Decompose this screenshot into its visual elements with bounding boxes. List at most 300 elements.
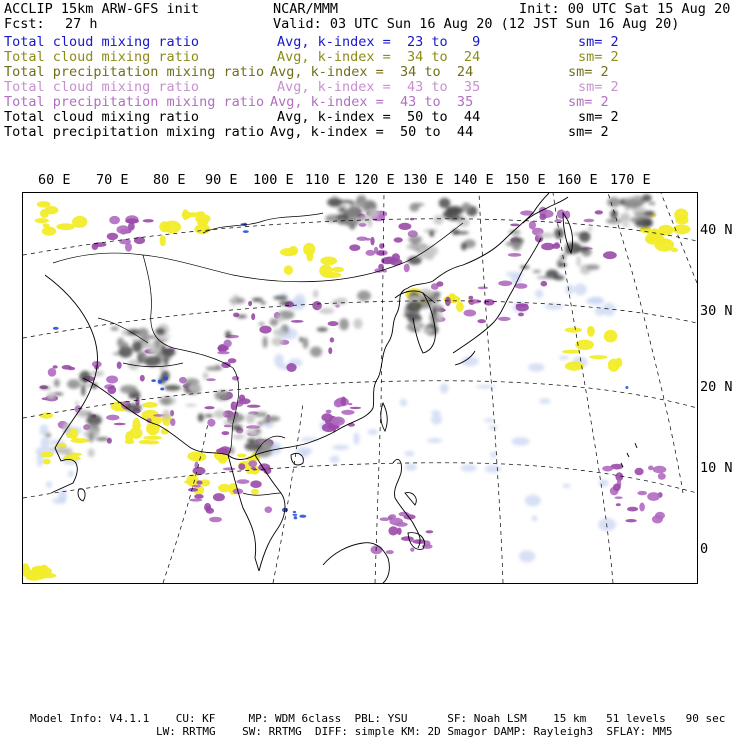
valid-time: Valid: 03 UTC Sun 16 Aug 20 (12 JST Sun 16 Aug 20) (273, 16, 680, 32)
yellow-blob (658, 225, 673, 236)
purple-blob (398, 223, 411, 230)
purple-blob (259, 326, 271, 334)
blue-light-blob (485, 465, 501, 472)
yellow-blob (72, 216, 87, 228)
purple-blob (194, 494, 204, 499)
blue-light-blob (476, 385, 496, 389)
purple-blob (436, 281, 443, 286)
purple-blob (616, 503, 621, 506)
gray-blob (406, 244, 423, 250)
lon-label: 70 E (96, 172, 129, 188)
gray-blob (339, 208, 346, 212)
gray-blob (366, 212, 372, 215)
purple-blob (615, 496, 623, 499)
yellow-blob (237, 454, 247, 458)
purple-blob (356, 237, 367, 241)
gray-blob (75, 401, 79, 406)
gray-blob (51, 447, 68, 452)
gray-blob (261, 302, 267, 305)
blue-light-blob (330, 456, 340, 463)
purple-blob (552, 243, 560, 249)
model-info-line-1: Model Info: V4.1.1 CU: KF MP: WDM 6class PBL: YSU SF: Noah LSM 15 km 51 levels 90 sec (30, 712, 726, 725)
purple-blob (478, 287, 489, 290)
lat-label: 20 N (700, 379, 733, 395)
gray-blob (271, 337, 283, 346)
gray-blob (620, 213, 631, 223)
purple-blob (140, 375, 145, 382)
purple-blob (371, 545, 383, 554)
purple-blob (221, 362, 230, 368)
gray-blob (214, 410, 226, 419)
gray-blob (247, 438, 257, 442)
gray-blob (258, 421, 263, 427)
field-desc-4: Avg, k-index = 43 to 35 (277, 79, 481, 95)
purple-blob (325, 420, 331, 424)
purple-blob (389, 514, 396, 518)
gray-blob (277, 315, 284, 322)
purple-blob (238, 463, 245, 470)
gray-blob (233, 434, 245, 439)
blue-blob (299, 515, 306, 518)
yellow-blob (284, 265, 293, 275)
field-desc-7: Avg, k-index = 50 to 44 (270, 124, 474, 140)
purple-blob (251, 467, 256, 470)
purple-blob (348, 423, 355, 427)
purple-blob (189, 499, 202, 502)
blue-light-blob (332, 445, 349, 450)
lon-label: 150 E (505, 172, 546, 188)
gray-blob (461, 242, 467, 250)
purple-blob (625, 519, 636, 522)
yellow-blob (43, 459, 51, 465)
purple-blob (647, 492, 660, 501)
blue-light-blob (53, 498, 67, 504)
gray-blob (336, 298, 348, 305)
gray-blob (225, 331, 231, 338)
gray-blob (338, 218, 345, 223)
purple-blob (335, 418, 340, 424)
gray-blob (81, 385, 85, 397)
yellow-blob (26, 575, 43, 581)
blue-blob (163, 376, 168, 380)
yellow-blob (589, 355, 607, 359)
purple-blob (250, 480, 261, 488)
purple-blob (53, 365, 58, 368)
blue-blob (158, 380, 162, 384)
yellow-blob (319, 265, 332, 278)
purple-blob (508, 253, 522, 257)
field-name-1: Total cloud mixing ratio (4, 34, 200, 50)
blue-light-blob (565, 284, 574, 295)
yellow-blob (218, 457, 227, 464)
gray-blob (558, 263, 567, 268)
gray-blob (406, 301, 422, 312)
purple-blob (348, 403, 352, 405)
org-label: NCAR/MMM (273, 1, 339, 17)
blue-light-blob (405, 463, 417, 471)
blue-light-blob (519, 550, 535, 562)
gray-blob (233, 295, 240, 297)
purple-blob (366, 250, 376, 256)
purple-blob (291, 320, 304, 323)
lon-label: 80 E (153, 172, 186, 188)
blue-blob (294, 516, 298, 519)
gray-blob (254, 412, 268, 417)
blue-light-blob (484, 418, 495, 422)
gray-blob (46, 392, 55, 400)
gray-blob (357, 291, 371, 302)
lon-label: 60 E (38, 172, 71, 188)
blue-light-blob (301, 451, 309, 457)
gray-blob (579, 231, 591, 242)
gray-blob (215, 390, 231, 400)
blue-light-blob (68, 470, 75, 477)
purple-blob (658, 473, 666, 480)
purple-blob (326, 410, 332, 414)
gray-blob (343, 219, 359, 227)
gray-blob (88, 448, 95, 457)
model-info-line-2: LW: RRTMG SW: RRTMG DIFF: simple KM: 2D Smagor DAMP: Rayleigh3 SFLAY: MM5 (156, 725, 673, 738)
field-sm-5: sm= 2 (568, 94, 609, 110)
purple-blob (464, 310, 477, 317)
yellow-blob (163, 221, 181, 234)
purple-blob (498, 281, 512, 287)
yellow-blob (674, 209, 688, 222)
field-name-2: Total cloud mixing ratio (4, 49, 200, 65)
lon-label: 160 E (557, 172, 598, 188)
purple-blob (328, 321, 339, 326)
blue-light-blob (559, 356, 569, 360)
purple-blob (209, 517, 222, 523)
yellow-blob (56, 223, 75, 230)
field-desc-3: Avg, k-index = 34 to 24 (270, 64, 474, 80)
field-desc-1: Avg, k-index = 23 to 9 (277, 34, 481, 50)
purple-blob (529, 221, 536, 230)
lon-label: 110 E (305, 172, 346, 188)
yellow-blob (42, 227, 56, 236)
blue-blob (243, 230, 249, 233)
gray-blob (279, 301, 291, 305)
fcst-label: Fcst: (4, 16, 45, 32)
purple-blob (341, 410, 354, 415)
purple-blob (477, 319, 486, 323)
purple-blob (192, 485, 201, 488)
blue-light-blob (598, 479, 608, 487)
map-canvas (23, 193, 697, 583)
purple-blob (539, 214, 546, 220)
yellow-blob (182, 209, 188, 220)
blue-light-blob (562, 484, 570, 488)
purple-blob (312, 301, 322, 310)
purple-blob (107, 233, 118, 240)
gray-blob (537, 233, 555, 238)
lon-label: 170 E (610, 172, 651, 188)
purple-blob (121, 231, 126, 234)
purple-blob (468, 296, 473, 300)
yellow-blob (149, 423, 156, 435)
blue-light-blob (46, 481, 52, 488)
gray-blob (586, 264, 600, 270)
yellow-blob (565, 362, 584, 371)
yellow-blob (145, 440, 159, 444)
gray-blob (357, 195, 366, 202)
gray-cloud-field (40, 194, 656, 457)
yellow-blob (44, 206, 58, 214)
purple-blob (380, 517, 391, 521)
purple-blob (627, 507, 638, 512)
gray-blob (264, 416, 280, 422)
purple-blob (426, 530, 434, 533)
purple-blob (228, 358, 237, 363)
blue-light-blob (461, 464, 477, 472)
gray-blob (346, 207, 358, 218)
blue-blob (293, 514, 298, 516)
yellow-blob (320, 256, 337, 265)
purple-blob (170, 418, 175, 426)
blue-light-blob (41, 437, 50, 448)
gray-blob (622, 224, 630, 227)
gray-blob (45, 433, 51, 437)
gray-blob (537, 276, 555, 279)
gray-blob (577, 256, 581, 267)
gray-blob (273, 329, 285, 336)
purple-blob (404, 264, 410, 273)
purple-blob (518, 313, 524, 317)
yellow-blob (143, 436, 162, 440)
gray-blob (164, 385, 181, 391)
purple-blob (223, 467, 236, 470)
blue-light-blob (353, 432, 359, 445)
purple-blob (350, 407, 362, 409)
gray-blob (120, 385, 137, 394)
blue-light-blob (574, 284, 587, 296)
purple-blob (106, 415, 119, 421)
field-name-7: Total precipitation mixing ratio (4, 124, 265, 140)
fcst-value: 27 h (65, 16, 98, 32)
gray-blob (553, 275, 564, 280)
gray-blob (123, 342, 129, 348)
field-sm-2: sm= 2 (578, 49, 619, 65)
blue-light-blob (274, 354, 284, 367)
gray-blob (606, 219, 622, 224)
field-desc-6: Avg, k-index = 50 to 44 (277, 109, 481, 125)
gray-blob (164, 357, 168, 367)
lat-label: 0 (700, 541, 709, 557)
model-title: ACCLIP 15km ARW-GFS init (4, 1, 200, 17)
purple-blob (193, 467, 206, 475)
purple-blob (106, 376, 118, 384)
yellow-blob (125, 440, 135, 445)
purple-blob (602, 466, 613, 472)
purple-blob (603, 251, 617, 259)
yellow-blob (587, 326, 595, 337)
gray-blob (40, 387, 51, 390)
blue-light-blob (532, 516, 538, 522)
purple-blob (349, 244, 360, 251)
gray-blob (533, 270, 541, 273)
yellow-blob (251, 489, 259, 495)
blue-light-blob (598, 518, 616, 531)
purple-blob (48, 368, 57, 377)
gray-blob (111, 326, 119, 330)
purple-blob (653, 466, 667, 474)
gray-blob (161, 397, 172, 405)
gray-blob (607, 197, 621, 207)
gray-blob (462, 202, 472, 211)
gray-blob (648, 202, 655, 206)
yellow-blob (565, 327, 583, 332)
purple-blob (370, 237, 374, 246)
purple-blob (109, 216, 120, 224)
gray-blob (418, 249, 430, 259)
purple-blob (395, 522, 408, 527)
lon-label: 120 E (354, 172, 395, 188)
lon-label: 140 E (453, 172, 494, 188)
blue-blob (151, 379, 156, 382)
field-sm-1: sm= 2 (578, 34, 619, 50)
field-sm-4: sm= 2 (578, 79, 619, 95)
yellow-blob (654, 238, 674, 251)
gray-blob (162, 410, 170, 420)
gray-blob (185, 404, 197, 407)
gray-blob (514, 236, 518, 239)
gray-blob (327, 198, 342, 207)
gray-blob (644, 211, 655, 217)
gray-blob (252, 298, 263, 302)
yellow-blob (35, 218, 49, 223)
field-name-3: Total precipitation mixing ratio (4, 64, 265, 80)
purple-blob (188, 488, 198, 492)
gray-blob (132, 341, 142, 353)
yellow-blob (130, 427, 143, 439)
purple-blob (637, 491, 647, 495)
blue-light-blob (528, 363, 544, 372)
purple-blob (639, 503, 645, 512)
gray-blob (137, 328, 148, 338)
purple-blob (237, 479, 250, 484)
blue-light-blob (431, 414, 442, 425)
field-sm-6: sm= 2 (578, 109, 619, 125)
gray-blob (67, 379, 80, 389)
purple-blob (248, 460, 257, 467)
field-sm-7: sm= 2 (568, 124, 609, 140)
gray-blob (263, 336, 268, 348)
yellow-blob (160, 235, 166, 246)
gray-blob (140, 351, 146, 361)
gray-blob (245, 442, 262, 451)
purple-blob (655, 512, 665, 519)
gray-blob (353, 318, 362, 329)
purple-blob (359, 223, 367, 227)
lon-label: 90 E (205, 172, 238, 188)
yellow-blob (40, 413, 53, 419)
gray-blob (232, 425, 243, 431)
gray-blob (452, 229, 460, 235)
gray-blob (205, 414, 214, 417)
purple-blob (197, 480, 203, 484)
gray-blob (439, 198, 451, 208)
blue-light-blob (545, 303, 564, 310)
gray-blob (317, 327, 328, 331)
map-panel (22, 192, 698, 584)
purple-blob (125, 243, 132, 252)
purple-blob (117, 362, 122, 369)
purple-blob (341, 397, 346, 406)
gray-blob (418, 289, 434, 298)
yellow-blob (142, 402, 158, 408)
purple-blob (541, 281, 548, 287)
gray-blob (588, 226, 592, 231)
gray-blob (79, 383, 93, 387)
purple-blob (286, 363, 296, 372)
gray-blob (310, 347, 322, 358)
blue-light-blob (539, 398, 550, 404)
yellow-blob (332, 267, 344, 272)
gray-blob (88, 432, 94, 443)
yellow-blob (41, 452, 54, 458)
blue-light-blob (427, 438, 442, 443)
gray-blob (96, 437, 110, 440)
gray-blob (303, 337, 309, 348)
gray-blob (131, 338, 139, 341)
purple-blob (251, 313, 255, 320)
purple-cloud-field (39, 207, 666, 555)
gray-blob (237, 315, 247, 319)
yellow-blob (218, 484, 231, 493)
purple-blob (613, 484, 621, 492)
gray-blob (404, 313, 417, 317)
blue-light-blob (586, 297, 604, 305)
purple-blob (246, 425, 260, 429)
gray-blob (339, 318, 349, 330)
purple-blob (386, 550, 394, 554)
blue-light-blob (440, 383, 449, 393)
field-sm-3: sm= 2 (568, 64, 609, 80)
gray-blob (423, 328, 434, 334)
purple-blob (247, 405, 261, 408)
gray-blob (412, 203, 424, 206)
purple-blob (207, 419, 215, 427)
purple-blob (206, 508, 214, 514)
gray-blob (273, 296, 287, 300)
purple-blob (213, 493, 225, 501)
purple-blob (328, 347, 332, 354)
purple-blob (238, 398, 250, 404)
purple-blob (248, 301, 252, 306)
gray-blob (433, 215, 443, 225)
blue-blob (293, 511, 296, 513)
field-name-4: Total cloud mixing ratio (4, 79, 200, 95)
gray-blob (505, 242, 523, 247)
gray-blob (624, 199, 642, 209)
purple-blob (265, 506, 273, 513)
purple-blob (204, 406, 214, 409)
blue-light-blob (400, 399, 407, 407)
gray-blob (228, 413, 244, 422)
purple-blob (143, 219, 154, 222)
gray-blob (162, 348, 176, 356)
gray-blob (215, 365, 221, 370)
gray-blob (408, 236, 422, 244)
gray-blob (128, 395, 141, 399)
blue-blob (625, 386, 628, 389)
purple-blob (394, 237, 403, 242)
purple-blob (217, 351, 229, 354)
purple-blob (584, 219, 595, 222)
gray-blob (446, 206, 464, 215)
yellow-blob (647, 231, 655, 244)
field-desc-2: Avg, k-index = 34 to 24 (277, 49, 481, 65)
